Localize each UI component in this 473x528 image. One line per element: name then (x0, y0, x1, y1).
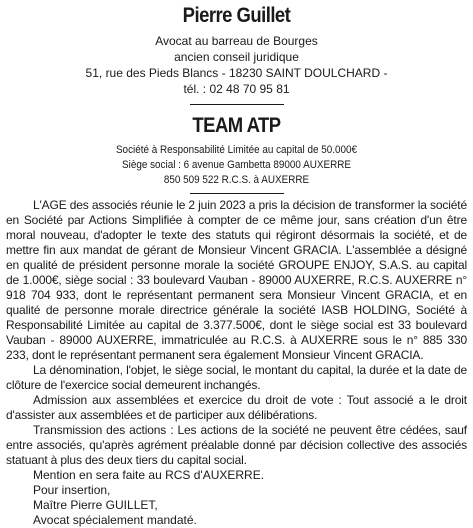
paragraph-unchanged: La dénomination, l'objet, le siège social, le montant du capital, la durée et la date de clôture de l'exercice social demeurent inchangés. (6, 363, 467, 392)
company-name: TEAM ATP (192, 114, 281, 137)
company-registration: 850 509 522 R.C.S. à AUXERRE (163, 174, 310, 186)
lawyer-former-role: ancien conseil juridique (174, 50, 299, 64)
paragraph-voting: Admission aux assemblées et exercice du droit de vote : Tout associé a le droit d'assister aux assemblées et de participer aux délibérations. (6, 393, 467, 422)
closing-capacity: Avocat spécialement mandaté. (33, 513, 197, 527)
closing-mention: Mention en sera faite au RCS d'AUXERRE. (33, 468, 265, 482)
company-head-office: Siège social : 6 avenue Gambetta 89000 AUXERRE (122, 159, 351, 171)
paragraph-transformation: L'AGE des associés réunie le 2 juin 2023 a pris la décision de transformer la société en Société par Actions Simplifiée à compter de ce même jour, sans création d'un être moral nouveau, d'adopter le texte des statuts qui régiront désormais la société, et de mettre fin aux mandat de gérant de Monsieur Vincent GRACIA. L'assemblée a désigné en qualité de président personne morale la société GROUPE ENJOY, S.A.S. au capital de 1.000€, siège social : 33 boulevard Vauban - 89000 AUXERRE, R.C.S. AUXERRE n° 918 704 933, dont le représentant permanent sera Monsieur Vincent GRACIA, et en qualité de personne morale directrice générale la société IASB HOLDING, Société à Responsabilité Limitée au capital de 3.377.500€, dont le siège social est 33 boulevard Vauban - 89000 AUXERRE, immatriculée au R.C.S. à AUXERRE sous le n° 885 330 233, dont le représentant permanent sera également Monsieur Vincent GRACIA. (6, 198, 467, 362)
closing-signatory: Maître Pierre GUILLET, (33, 498, 158, 512)
legal-notice (0, 4, 473, 527)
closing-insertion: Pour insertion, (33, 483, 111, 497)
company-details (6, 143, 467, 188)
paragraph-transfer: Transmission des actions : Les actions de la société ne peuvent être cédées, sauf entre associés, qu'après agrément préalable donné par décision collective des associés statuant à plus des deux tiers du capital social. (6, 423, 467, 467)
notice-body (6, 198, 467, 528)
lawyer-title: Avocat au barreau de Bourges (155, 34, 318, 48)
divider (190, 193, 284, 194)
divider (190, 104, 284, 105)
lawyer-details (6, 33, 467, 97)
company-legal-form: Société à Responsabilité Limitée au capital de 50.000€ (115, 144, 358, 156)
lawyer-name: Pierre Guillet (182, 4, 291, 27)
lawyer-phone: tél. : 02 48 70 95 81 (183, 82, 290, 96)
lawyer-address: 51, rue des Pieds Blancs - 18230 SAINT DOULCHARD - (85, 66, 388, 80)
